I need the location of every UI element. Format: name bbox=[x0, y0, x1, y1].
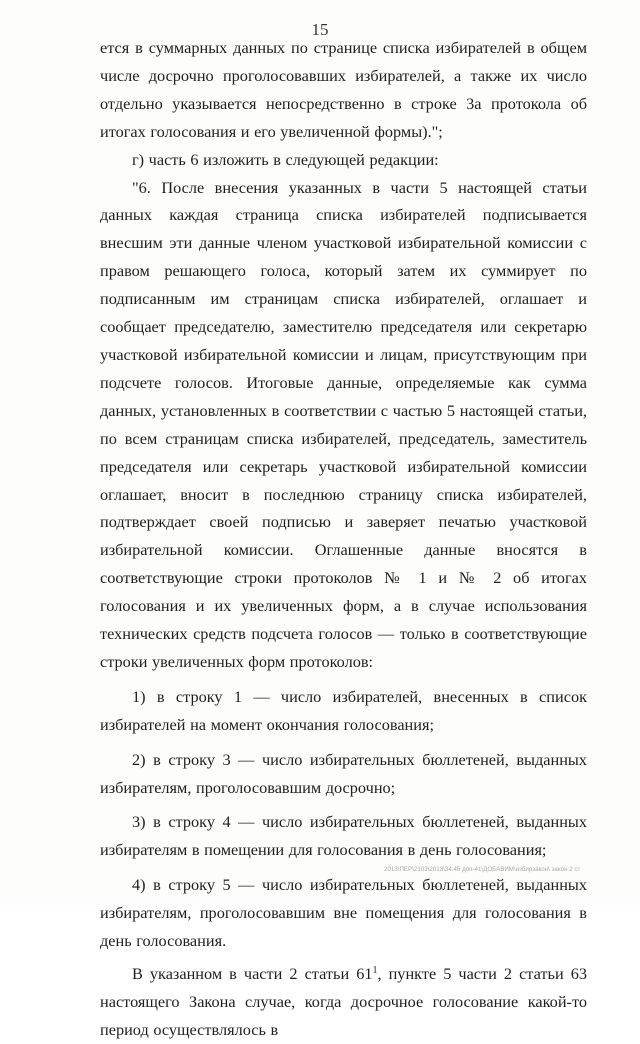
list-item-2: 2) в строку 3 — число избирательных бюллетеней, выданных избирателям, проголосовавшим досрочно; bbox=[100, 749, 587, 797]
page-number: 15 bbox=[311, 20, 329, 39]
final-text-end: , пункте 5 части 2 статьи 63 настоящего Закона случае, когда досрочное голосование какой-то период осуществлялось в bbox=[100, 964, 587, 1039]
list-item-1: 1) в строку 1 — число избирателей, внесенных в список избирателей на момент окончания голосования; bbox=[100, 686, 587, 734]
paragraph-continuation: ется в суммарных данных по странице списка избирателей в общем числе досрочно проголосовавших избирателей, а также их число отдельно указывается непосредственно в строке 3а протокола об итогах голосования и его увеличенной формы)."; bbox=[100, 38, 587, 141]
superscript-index: 1 bbox=[372, 965, 378, 976]
paragraph-part-6: "6. После внесения указанных в части 5 настоящей статьи данных каждая страница списка избирателей подписывается внесшим эти данные членом участковой избирательной комиссии с правом решающего голоса, который затем их суммирует по подписанным им страницам списка избирателей, оглашает и сообщает председателю, заместителю председателя или секретарю участковой избирательной комиссии и лицам, присутствующим при подсчете голосов. Итоговые данные, определяемые как сумма данных, установленных в соответствии с частью 5 настоящей статьи, по всем страницам списка избирателей, председатель, заместитель председателя или секретарь участковой избирательной комиссии оглашает, вносит в последнюю страницу списка избирателей, подтверждает своей подписью и заверяет печатью участковой избирательной комиссии. Оглашенные данные вносятся в соответствующие строки протоколов № 1 и № 2 об итогах голосования и их увеличенных форм, а в случае использования технических средств подсчета голосов — только в соответствующие строки увеличенных форм протоколов: bbox=[100, 177, 587, 671]
paragraph-amendment-intro: г) часть 6 изложить в следующей редакции: bbox=[132, 149, 439, 169]
document-body bbox=[100, 34, 587, 1044]
list-item-3: 3) в строку 4 — число избирательных бюллетеней, выданных избирателям в помещении для голосования в день голосования; bbox=[100, 812, 587, 860]
final-text-start: В указанном в части 2 статьи 61 bbox=[132, 964, 373, 983]
file-path-footer: 2013\ПЕР\2103\2013\34.45 доп-41\ДОБАВИМ\избирзакон\ закон 2 ст bbox=[384, 866, 581, 873]
list-item-4: 4) в строку 5 — число избирательных бюллетеней, выданных избирателям, проголосовавшим вне помещения для голосования в день голосования. bbox=[100, 875, 587, 951]
paragraph-final bbox=[100, 960, 587, 1044]
